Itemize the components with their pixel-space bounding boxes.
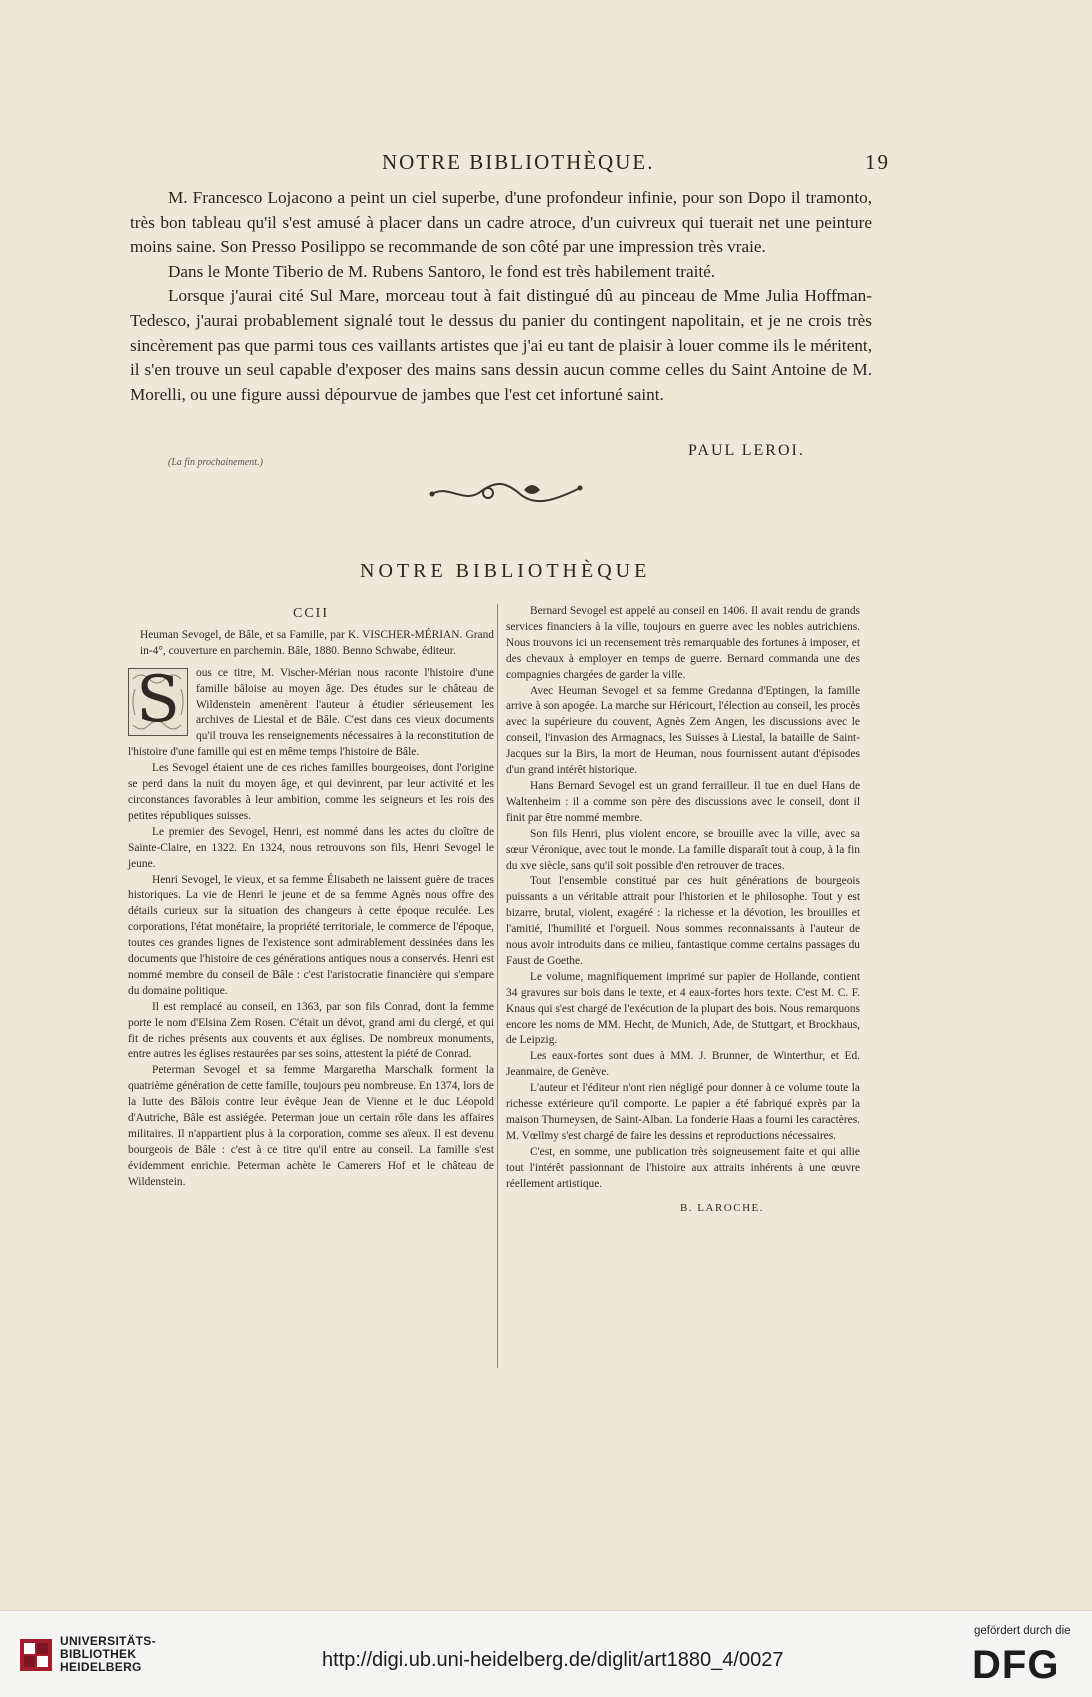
university-library-logo-icon <box>20 1639 52 1671</box>
page-number: 19 <box>865 150 890 174</box>
body-paragraph: Hans Bernard Sevogel est un grand ferrailleur. Il tue en duel Hans de Waltenheim : il a comme son père des discussions avec le conseil, dont il finit par être nommé membre. <box>506 779 860 824</box>
body-paragraph: Peterman Sevogel et sa femme Margaretha Marschalk forment la quatrième génération de cette famille, toujours peu nombreuse. En 1374, lors de la lutte des Bâlois contre leur évêque Jean de Vienne et le duc Léopold d'Autriche, Bâle est assiégée. Peterman joue un certain rôle dans les affaires militaires. Il n'appartient plus à la corporation, comme ses aïeux. Il est devenu bourgeois de Bâle : c'est à ce titre qu'il entre au conseil. La famille s'est évidemment enrichie. Peterman achète le Camerers Hof et le château de Wildenstein. <box>128 1064 494 1188</box>
top-article <box>130 186 872 407</box>
body-paragraph: Henri Sevogel, le vieux, et sa femme Élisabeth ne laissent guère de traces historiques. La vie de Henri le jeune et de sa femme Agnès nous offre des détails curieux sur la situation des changeurs à cette époque reculée. Les corporations, l'état monétaire, la propriété territoriale, le commerce de l'époque, toutes ces grandes lignes de l'existence sont admirablement dessinées dans les documents que l'histoire de ces générations antiques nous a conservés. Henri est nommé membre du conseil de Bâle : c'est l'aristocratie financière qui s'empare du domaine politique. <box>128 873 494 997</box>
library-name-line: HEIDELBERG <box>60 1660 142 1674</box>
body-paragraph: Le volume, magnifiquement imprimé sur papier de Hollande, contient 34 gravures sur bois dans le texte, et 4 eaux-fortes hors texte. C'est M. C. F. Knaus qui s'est chargé de l'exécution de la plupart des bois. Nous remarquons encore les noms de MM. Hecht, de Munich, Ade, de Stuttgart, et Brockhaus, de Leipzig. <box>506 970 860 1047</box>
review-number: CCII <box>293 606 329 621</box>
funder-label: gefördert durch die <box>974 1625 1071 1637</box>
body-paragraph: Bernard Sevogel est appelé au conseil en 1406. Il avait rendu de grands services financiers à la ville, toujours en guerre avec les nobles autrichiens. Nous trouvons ici un recensement très remarquable des fortunes à imposer, et des chevaux à employer en temps de guerre. Bernard commanda une des compagnies chargées de garder la ville. <box>506 605 860 681</box>
continuation-note: (La fin prochainement.) <box>168 457 263 468</box>
body-paragraph: Avec Heuman Sevogel et sa femme Gredanna d'Eptingen, la famille arrive à son apogée. La marche sur Héricourt, l'élection au conseil, les procès avec la supérieure du couvent, Agnès Zem Angen, les discussions avec le conseil, l'invasion des Armagnacs, les Suisses à Liestal, la bataille de Saint-Jacques sur la Birs, la mort de Heuman, nous fournissent autant d'épisodes d'un grand intérêt historique. <box>506 684 860 777</box>
body-paragraph: C'est, en somme, une publication très soigneusement faite et qui allie tout l'intérêt passionnant de l'histoire aux attraits inhérents à une œuvre réellement artistique. <box>506 1145 860 1190</box>
right-column <box>506 604 860 1216</box>
column-divider <box>497 604 498 1368</box>
body-paragraph: Il est remplacé au conseil, en 1363, par son fils Conrad, dont la femme porte le nom d'Elsina Zem Rosen. C'était un dévot, grand ami du clergé, et qui fit de riches présents aux couvents et aux églises. De nombreux monuments, entre autres les églises restaurées par ses soins, attestent la piété de Conrad. <box>128 1000 494 1061</box>
ornament-flourish-icon <box>428 478 584 506</box>
body-paragraph: Le premier des Sevogel, Henri, est nommé dans les actes du cloître de Sainte-Claire, en 1322. En 1324, nous retrouvons son fils, Henri Sevogel le jeune. <box>128 825 494 870</box>
section-title: NOTRE BIBLIOTHÈQUE <box>360 560 651 582</box>
top-paragraph: M. Francesco Lojacono a peint un ciel superbe, d'une profondeur infinie, pour son Dopo il tramonto, très bon tableau qu'il s'est amusé à placer dans un cadre atroce, d'un cuivreux qui tuerait net une peinture moins saine. Son Presso Posilippo se recommande de son côté par une impression très vraie. <box>130 188 872 257</box>
review-signature: B. LAROCHE. <box>679 1201 764 1214</box>
drop-cap <box>128 662 188 737</box>
book-reference: Heuman Sevogel, de Bâle, et sa Famille, par K. VISCHER-MÉRIAN. Grand in-4°, couverture en parchemin. Bâle, 1880. Benno Schwabe, éditeur. <box>140 628 494 657</box>
body-paragraph: Son fils Henri, plus violent encore, se brouille avec la ville, avec sa sœur Véronique, avec tout le monde. La famille disparaît tout à coup, à la fin du xve siècle, sans qu'il soit possible d'en retrouver de traces. <box>506 827 860 872</box>
top-paragraph: Dans le Monte Tiberio de M. Rubens Santoro, le fond est très habilement traité. <box>168 261 716 281</box>
library-name <box>60 1635 156 1674</box>
dfg-logo: DFG <box>972 1643 1060 1687</box>
permalink-url[interactable]: http://digi.ub.uni-heidelberg.de/diglit/art1880_4/0027 <box>322 1649 784 1671</box>
running-title: NOTRE BIBLIOTHÈQUE. <box>382 150 655 174</box>
body-paragraph: Les Sevogel étaient une de ces riches familles bourgeoises, dont l'origine se perd dans la nuit du moyen âge, et qui devinrent, par leur activité et les circonstances favorables à leur ambition, comme les seigneurs et les rois des petites républiques suisses. <box>128 762 494 822</box>
body-paragraph: L'auteur et l'éditeur n'ont rien négligé pour donner à ce volume toute la richesse extérieure qu'il comporte. Le papier a été fabriqué exprès par la maison Thurneysen, de Saint-Alban. La fonderie Haas a fourni les caractères. M. Vœllmy s'est chargé de faire les dessins et reproductions nécessaires. <box>506 1082 860 1142</box>
left-column <box>128 604 494 1191</box>
author-signature: PAUL LEROI. <box>688 442 805 459</box>
opening-paragraph-block <box>128 662 494 761</box>
library-name-line: UNIVERSITÄTS- <box>60 1634 156 1648</box>
library-name-line: BIBLIOTHEK <box>60 1647 137 1661</box>
footer-bar <box>0 1610 1092 1697</box>
first-paragraph: ous ce titre, M. Vischer-Mérian nous raconte l'histoire d'une famille bâloise au moyen âge. Des études sur le château de Wildenstein amenèrent l'auteur à étudier sérieusement les archives de Liestal et de Bâle. C'est dans ces vieux documents qu'il trouva les renseignements nécessaires à la reconstitution de l'histoire d'une famille qui est en même temps l'histoire de Bâle. <box>128 666 494 759</box>
body-paragraph: Les eaux-fortes sont dues à MM. J. Brunner, de Winterthur, et Ed. Jeanmaire, de Genève. <box>506 1050 860 1079</box>
body-paragraph: Tout l'ensemble constitué par ces huit générations de bourgeois puissants a un véritable attrait pour l'historien et le philosophe. Tout y est bizarre, brutal, violent, exagéré : la richesse et la dévotion, les brouilles et l'amitié, l'humilité et l'orgueil. Nous sommes reconnaissants à l'auteur de nous avoir introduits dans ce milieu, fantastique comme certains passages du Faust de Goethe. <box>506 875 860 967</box>
top-paragraph: Lorsque j'aurai cité Sul Mare, morceau tout à fait distingué dû au pinceau de Mme Julia Hoffman-Tedesco, j'aurai probablement signalé tout le dessus du panier du contingent napolitain, et je ne crois très sincèrement pas que parmi tous ces vaillants artistes que j'ai eu tant de plaisir à louer comme ils le méritent, il s'en trouve un seul capable d'exposer des mains sans dessin aucun comme celles du Saint Antoine de M. Morelli, ou une figure aussi dépourvue de jambes que l'est cet infortuné saint. <box>130 286 872 404</box>
drop-cap-letter: S <box>136 662 180 737</box>
